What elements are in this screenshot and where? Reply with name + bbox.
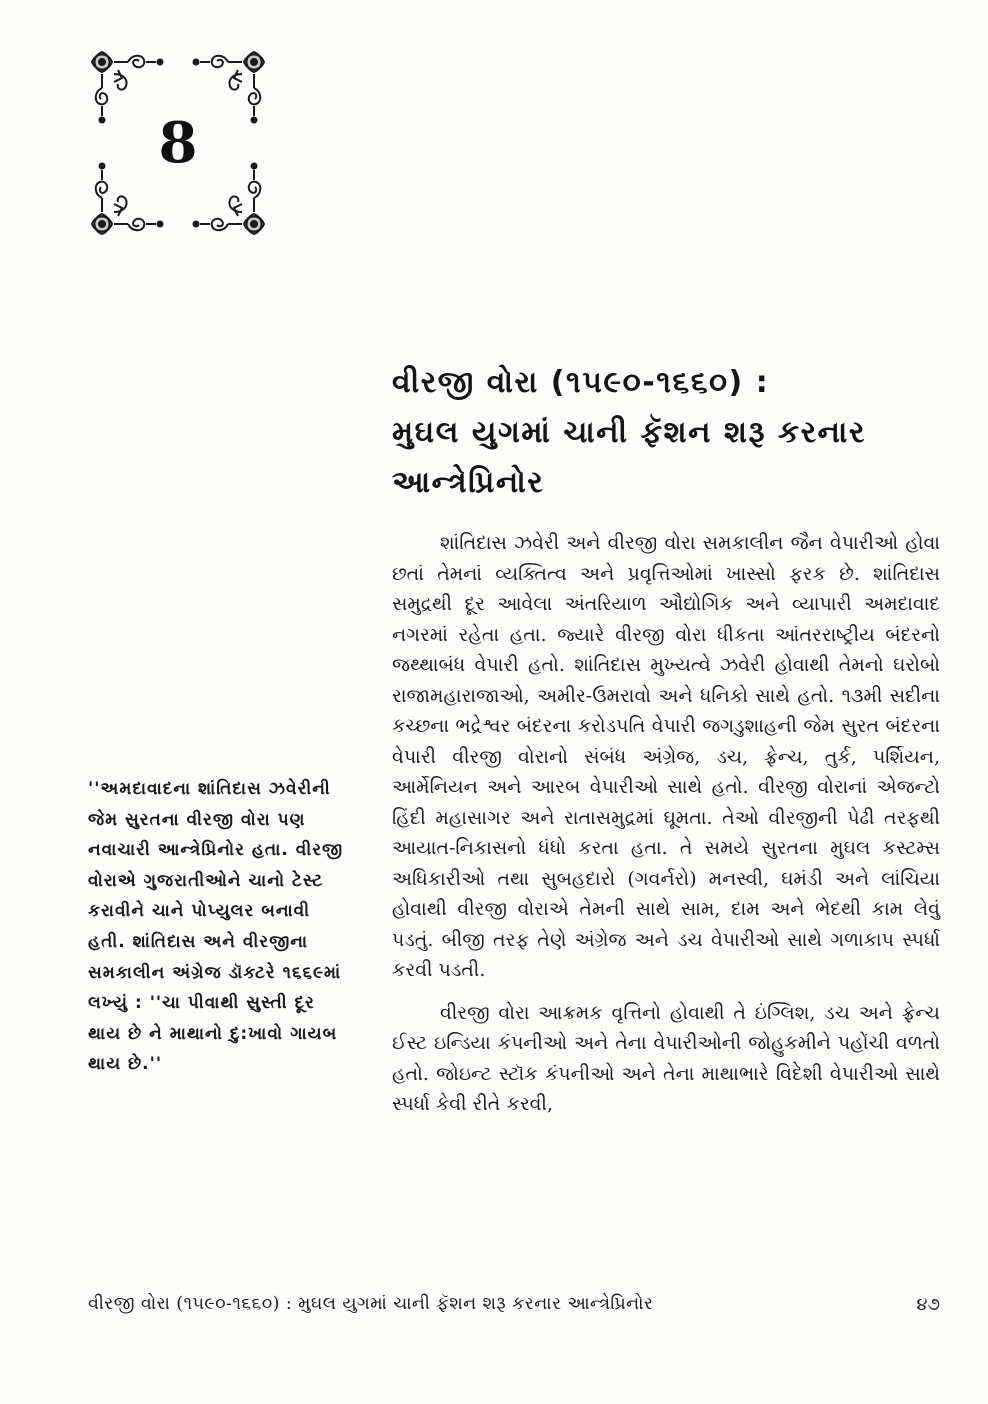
chapter-title-line: મુઘલ યુગમાં ચાની ફૅશન શરૂ કરનાર [392, 415, 866, 450]
running-footer: વીરજી વોરા (૧૫૯૦-૧૬૬૦) : મુઘલ યુગમાં ચાની ફૅશન શરૂ કરનાર આન્ત્રેપ્રિનોર [88, 1294, 654, 1314]
body-paragraph: શાંતિદાસ ઝવેરી અને વીરજી વોરા સમકાલીન જૈન વેપારીઓ હોવા છતાં તેમનાં વ્યક્તિત્વ અને પ્રવૃત્તિઓમાં ખાસ્સો ફરક છે. શાંતિદાસ સમુદ્રથી દૂર આવેલા અંતરિયાળ ઔદ્યોગિક અને વ્યાપારી અમદાવાદ નગરમાં રહેતા હતા. જ્યારે વીરજી વોરા ધીકતા આંતરરાષ્ટ્રીય બંદરનો જથ્થાબંધ વેપારી હતો. શાંતિદાસ મુખ્યત્વે ઝવેરી હોવાથી તેમનો ઘરોબો રાજામહારાજાઓ, અમીર-ઉમરાવો અને ધનિકો સાથે હતો. ૧૩મી સદીના કચ્છના ભદ્રેશ્વર બંદરના કરોડપતિ વેપારી જગડુશાહની જેમ સુરત બંદરના વેપારી વીરજી વોરાનો સંબંધ અંગ્રેજ, ડચ, ફ્રેન્ચ, તુર્ક, પર્શિયન, આર્મેનિયન અને આરબ વેપારીઓ સાથે હતો. વીરજી વોરાનાં એજન્ટો હિંદી મહાસાગર અને રાતાસમુદ્રમાં ઘૂમતા. તેઓ વીરજીની પેઢી તરફથી આયાત-નિકાસનો ધંધો કરતા હતા. તે સમયે સુરતના મુઘલ કસ્ટમ્સ અધિકારીઓ તથા સુબહદારો (ગવર્નરો) મનસ્વી, ઘમંડી અને લાંચિયા હોવાથી વીરજી વોરાએ તેમની સાથે સામ, દામ અને ભેદથી કામ લેવું પડતું. બીજી તરફ તેણે અંગ્રેજ અને ડચ વેપારીઓ સાથે ગળાકાપ સ્પર્ધા કરવી પડતી. [392, 532, 940, 981]
body-text [392, 528, 940, 1132]
chapter-title-line: આન્ત્રેપ્રિનોર [392, 465, 545, 500]
chapter-ornament [88, 48, 268, 238]
chapter-number: 8 [158, 110, 198, 176]
pull-quote: ''અમદાવાદના શાંતિદાસ ઝવેરીની જેમ સુરતના વીરજી વોરા પણ નવાચારી આન્ત્રેપ્રિનોર હતા. વીરજી વોરાએ ગુજરાતીઓને ચાનો ટેસ્ટ કરાવીને ચાને પોપ્યુલર બનાવી હતી. શાંતિદાસ અને વીરજીના સમકાલીન અંગ્રેજ ડૉક્ટરે ૧૬૬૯માં લખ્યું : ''ચા પીવાથી સુસ્તી દૂર થાય છે ને માથાનો દુ:ખાવો ગાયબ થાય છે.'' [88, 779, 344, 1075]
page-number: ૪૭ [916, 1294, 940, 1315]
body-paragraph: વીરજી વોરા આક્રમક વૃત્તિનો હોવાથી તે ઇંગ્લિશ, ડચ અને ફ્રેન્ચ ઈસ્ટ ઇન્ડિયા કંપનીઓ અને તેના વેપારીઓની જોહુકમીને પહોંચી વળતો હતો. જોઇન્ટ સ્ટૉક કંપનીઓ અને તેના માથાભારે વિદેશી વેપારીઓ સાથે સ્પર્ધા કેવી રીતે કરવી, [392, 1001, 940, 1115]
chapter-title [392, 358, 952, 508]
chapter-title-line: વીરજી વોરા (૧૫૯૦-૧૬૬૦) : [392, 365, 770, 400]
